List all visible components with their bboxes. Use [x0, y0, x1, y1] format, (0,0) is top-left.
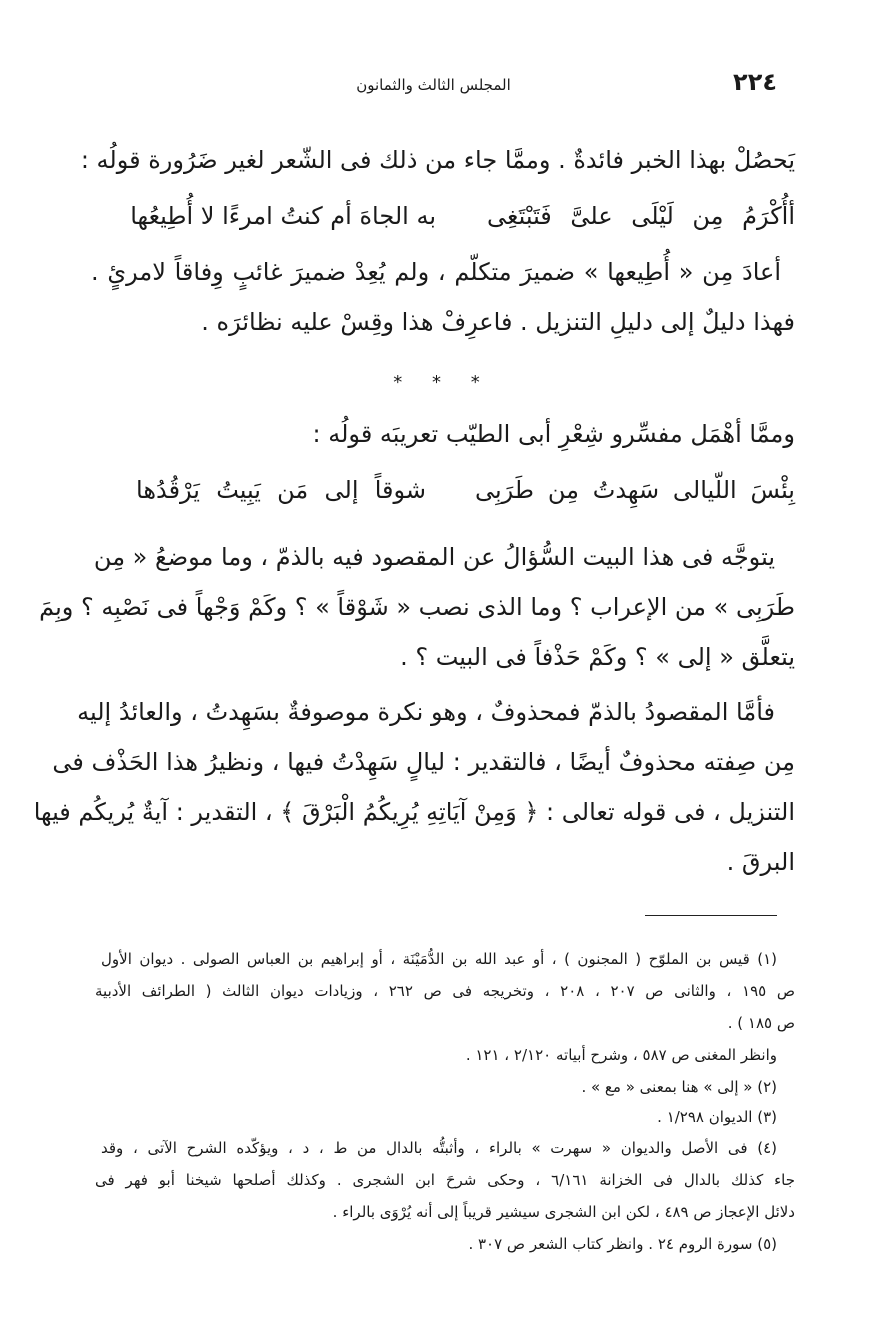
body-line: يتوجَّه فى هذا البيت السُّؤالُ عن المقصود فيه بالذمّ ، وما موضعُ « مِن [93, 543, 775, 571]
body-line: فأمَّا المقصودُ بالذمّ فمحذوفٌ ، وهو نكرة موصوفةٌ بسَهِدتُ ، والعائدُ إليه [77, 698, 775, 726]
footnote-line: (٤) فى الأصل والديوان « سهرت » بالراء ، وأثبتُّه بالدال من ط ، د ، ويؤكّده الشرح الآتى ، وقد [101, 1139, 777, 1157]
verse-hemistich-first: أأُكْرَمُ مِن لَيْلَى علىَّ فَتَبْتَغِى [487, 202, 795, 230]
footnote-line: (١) قيس بن الملوّح ( المجنون ) ، أو عبد الله بن الدُّمَيْنَة ، أو إبراهيم بن العباس الصولى . ديوان الأول [101, 950, 777, 968]
body-line: التنزيل ، فى قوله تعالى : ﴿ وَمِنْ آيَاتِهِ يُرِيكُمُ الْبَرْقَ ﴾ ، التقدير : آيةٌ يُريكُم فيها [33, 798, 795, 826]
footnote-line: (٢) « إلى » هنا بمعنى « مع » . [581, 1078, 777, 1096]
footnote-line: ص ١٨٥ ) . [727, 1014, 795, 1032]
verse-hemistich-second: شوقاً إلى مَن يَبِيتُ يَرْقُدُها [136, 476, 426, 504]
body-line: يتعلَّق « إلى » ؟ وكَمْ حَذْفاً فى البيت ؟ . [400, 643, 795, 671]
footnote-line: ص ١٩٥ ، والثانى ص ٢٠٧ ، ٢٠٨ ، وتخريجه فى ص ٢٦٢ ، وزيادات ديوان الثالث ( الطرائف الأدبية [95, 982, 795, 1000]
footnote-line: جاء كذلك بالدال فى الخزانة ٦/١٦١ ، وحكى شرحَ ابن الشجرى . وكذلك أصلحها شيخنا أبو فهر فى [95, 1171, 795, 1189]
body-line: طَرَبِى » من الإعراب ؟ وما الذى نصب « شَوْقاً » ؟ وكَمْ وَجْهاً فى نَصْبِه ؟ وبِمَ [39, 593, 795, 621]
verse-hemistich-first: بِئْسَ اللّيالى سَهِدتُ مِن طَرَبِى [475, 476, 795, 504]
footnote-separator [645, 915, 777, 916]
footnote-line: (٥) سورة الروم ٢٤ . وانظر كتاب الشعر ص ٣٠٧ . [468, 1235, 777, 1253]
body-line: أعادَ مِن « أُطِيعها » ضميرَ متكلّم ، ولم يُعِدْ ضميرَ غائبٍ وِفاقاً لامرئٍ . [91, 258, 781, 286]
page-header [90, 70, 777, 102]
verse-hemistich-second: به الجاهَ أم كنتُ امرءًا لا أُطِيعُها [130, 202, 436, 230]
body-line: مِن صِفته محذوفٌ أيضًا ، فالتقدير : ليالٍ سَهِدْتُ فيها ، ونظيرُ هذا الحَذْف فى [52, 748, 795, 776]
body-line: وممَّا أهْمَل مفسِّرو شِعْرِ أبى الطيّب تعريبَه قولُه : [312, 420, 795, 448]
footnote-line: وانظر المغنى ص ٥٨٧ ، وشرح أبياته ٢/١٢٠ ، ١٢١ . [465, 1046, 777, 1064]
running-title: المجلس الثالث والثمانون [356, 76, 511, 94]
body-line: البرقَ . [726, 848, 795, 876]
section-divider: * * * [393, 372, 492, 393]
page-number: ٢٢٤ [733, 68, 777, 96]
footnote-line: دلائل الإعجاز ص ٤٨٩ ، لكن ابن الشجرى سيشير قريباً إلى أنه يُرْوَى بالراء . [332, 1203, 795, 1221]
body-line: يَحصُلْ بهذا الخبر فائدةٌ . وممَّا جاء من ذلك فى الشّعر لغير ضَرُورة قولُه : [80, 146, 795, 174]
body-line: فهذا دليلٌ إلى دليلِ التنزيل . فاعرِفْ هذا وقِسْ عليه نظائرَه . [201, 308, 795, 336]
footnote-line: (٣) الديوان ١/٢٩٨ . [657, 1108, 777, 1126]
